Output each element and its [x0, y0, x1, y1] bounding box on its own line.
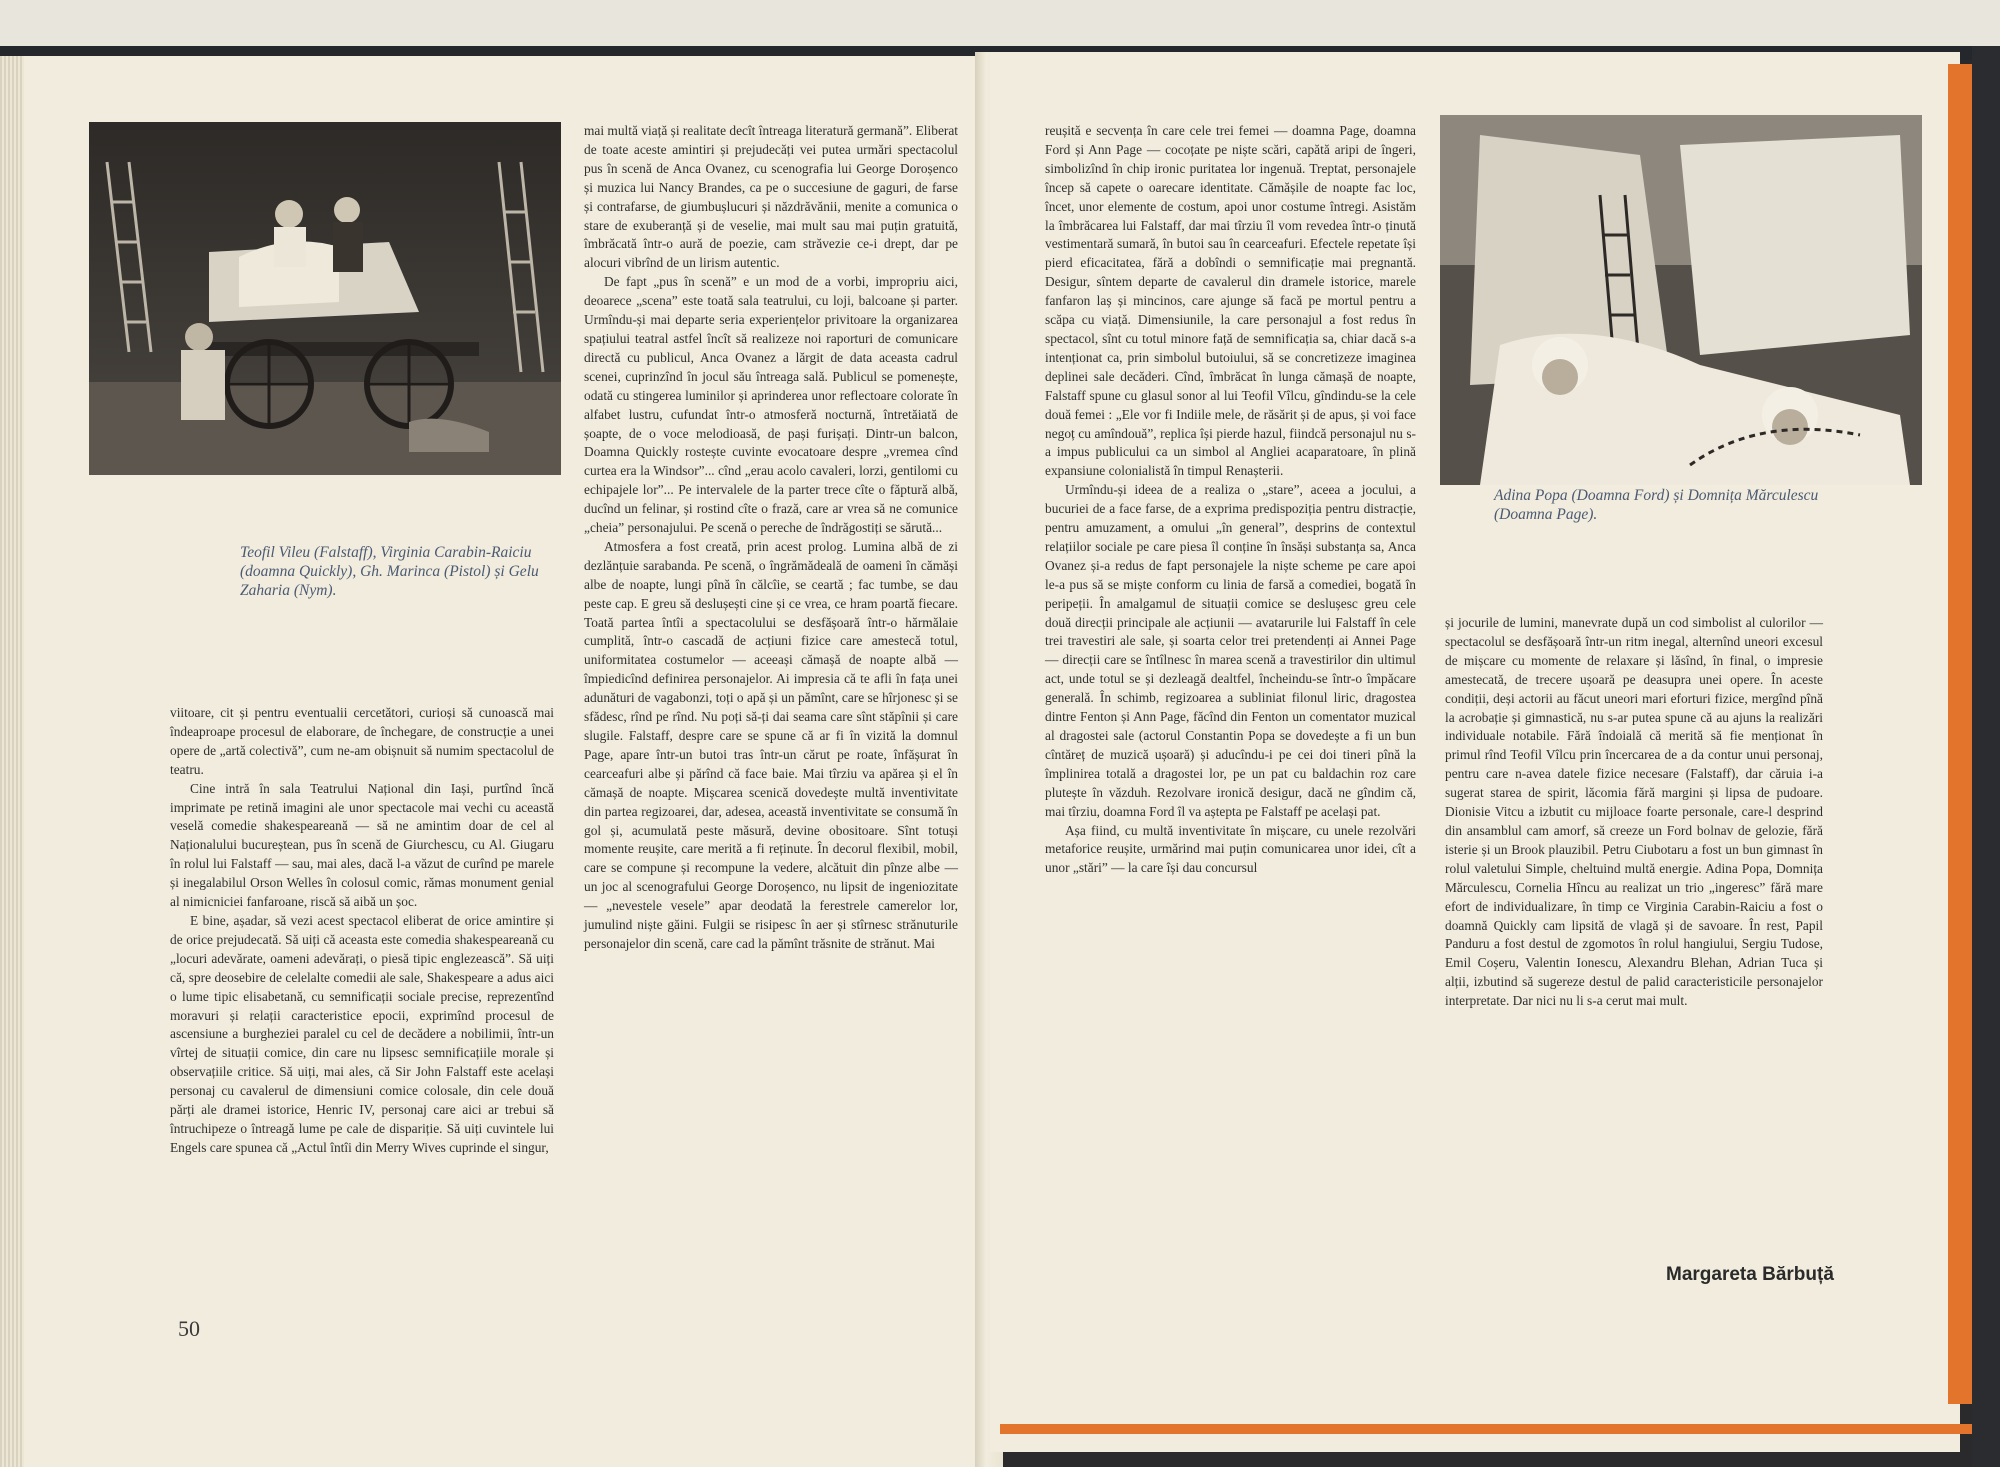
stage-photo-falstaff — [89, 122, 561, 475]
right-column-2: și jocurile de lumini, manevrate după un cod simbolist al culorilor — spectacolul se desfășoară într-un ritm inegal, alternînd uneori excesul de mișcare cu momente de relaxare și lăsînd, în final, o impresie amestecată, de trecere ușoară pe deasupra unei opere. În aceste condiții, deși actorii au făcut uneori mari eforturi fizice, mergînd pînă la acrobație și gimnastică, nu s-ar putea spune că au ajuns la realizări individuale notabile. Fără îndoială că merită să fie menționat în primul rînd Teofil Vîlcu prin încercarea de a da contur unui personaj, pentru care n-avea datele fizice necesare (Falstaff), dar căruia i-a sugerat starea de spirit, lăcomia fără margini și lipsa de pudoare. Dionisie Vitcu a izbutit cu mijloace foarte personale, care-l desprind din ansamblul cam amorf, să creeze un Ford bolnav de gelozie, fără isterie și un Brook plauzibil. Petru Ciubotaru a fost un bun gimnast în rolul valetului Simple, cheltuind multă energie. Adina Popa, Domnița Mărculescu, Cornelia Hîncu au realizat un trio „ingeresc” fără mare efort de individualizare, în timp ce Virginia Carabin-Raiciu a fost o doamnă Quickly cam lipsită de vlagă și de savoare. În rest, Papil Panduru a fost destul de zgomotos în rolul hangiului, Sergiu Tudose, Emil Coșeru, Valentin Ionescu, Alexandru Blehan, Adrian Tuca și alții, izbutind să sugereze destul de palid caracteristicile personajelor interpretate. Dar nici nu li s-a cerut mai mult. — [1445, 615, 1823, 1009]
page-edges-left — [0, 56, 24, 1467]
photo-caption-right: Adina Popa (Doamna Ford) și Domnița Mărculescu (Doamna Page). — [1494, 487, 1819, 523]
photo-caption-left: Teofil Vileu (Falstaff), Virginia Carabin-Raiciu (doamna Quickly), Gh. Marinca (Pistol) și Gelu Zaharia (Nym). — [240, 544, 539, 599]
right-page — [990, 52, 1960, 1452]
book-page-edge-orange — [1948, 64, 1972, 1404]
book-top-edge — [0, 0, 2000, 46]
left-page — [0, 56, 989, 1467]
right-column-1: reușită e secvența în care cele trei femei — doamna Page, doamna Ford și Ann Page — cocoțate pe niște scări, capătă aripi de îngeri, simbolizînd în chip ironic puritatea lor ingenuă. Treptat, personajele încep să capete o oarecare identitate. Cămășile de noapte fac loc, încet, unor elemente de costum, apoi unor costume întregi. Asistăm la îmbrăcarea lui Falstaff, dar mai tîrziu îl vom revedea într-o ținută vestimentară sumară, în butoi sau în cearceafuri. Efectele repetate își pierd eficacitatea, fără a dobîndi o semnificație mai pregnantă. Desigur, sîntem departe de cavalerul din dramele istorice, marele fanfaron laș și mincinos, care ajunge să facă pe mortul pentru a scăpa cu viață. Dimensiunile, la care personajul a fost redus în spectacol, sînt cu totul minore față de semnificația sa, chiar dacă s-a intenționat ca, prin simbolul butoiului, să se concretizeze imaginea deplinei sale decăderi. Cînd, îmbrăcat în lunga cămașă de noapte, Falstaff spune cu glasul sonor al lui Teofil Vîlcu, gîndindu-se la cele două femei : „Ele vor fi Indiile mele, de răsărit și de apus, și voi face negoț cu amîndouă”, replica își pierde hazul, fiindcă personajul nu s-a impus publicului ca un simbol al Angliei acaparatoare, în plină expansiune colonialistă în timpul Renașterii. Urmîndu-și ideea de a realiza o „stare”, aceea a jocului, a bucuriei de a face farse, de a exprima predispoziția pentru distracție, pentru amuzament, a omului „în general”, desprins de contextul relațiilor sociale pe care piesa îl conține în însăși substanța sa, Anca Ovanez și-a redus de fapt personajele la niște scheme pe care apoi le-a pus să se miște conform cu linia de farsă a comediei, bogată în peripeții. În amalgamul de situații comice se deslușesc greu cele două direcții principale ale acțiunii — avatarurile lui Falstaff în cele trei travestiri ale sale, și soarta celor trei pretendenți ai Annei Page — direcții care se întîlnesc în marea scenă a travestirilor din ultimul act, unde totul se și dezleagă dealtfel, încheindu-se într-o împăcare generală. În schimb, regizoarea a subliniat filonul liric, dragostea dintre Fenton și Ann Page, făcînd din Fenton un comentator muzical al dragostei sale (actorul Constantin Popa se dovedește a fi un bun cîntăreț de muzică ușoară) și aducîndu-i pe cei doi tineri pînă la împlinirea totală a dragostei lor, pe un pat cu baldachin roz care plutește în văzduh. Rezolvare ironică desigur, dacă ne gîndim că, mai tîrziu, doamna Ford îl va aștepta pe Falstaff pe același pat. Așa fiind, cu multă inventivitate în mișcare, cu unele rezolvări metaforice reușite, urmărind mai puțin comunicarea unor idei, cît a unor „stări” — la care își dau concursul — [1045, 123, 1416, 876]
book-cover-right — [1972, 46, 2000, 1467]
left-column-2: mai multă viață și realitate decît întreaga literatură germană”. Eliberat de toate aceste amintiri și prejudecăți vei putea urmări spectacolul pus în scenă de Anca Ovanez, cu scenografia lui George Doroșenco și muzica lui Nancy Brandes, ca pe o succesiune de gaguri, de farse și contrafarse, de giumbușlucuri și năzdrăvănii, menite a comunica o stare de exuberanță și de veselie, mai mult sau mai puțin gratuită, îmbrăcată într-o aură de poezie, cam străvezie ce-i drept, dar pe alocuri vibrînd de un lirism autentic. De fapt „pus în scenă” e un mod de a vorbi, impropriu aici, deoarece „scena” este toată sala teatrului, cu loji, balcoane și parter. Urmîndu-și mai departe seria experiențelor privitoare la organizarea spațiului teatral astfel încît să realizeze noi raporturi de comunicare directă cu publicul, Anca Ovanez a lărgit de data aceasta cadrul scenei, cuprinzînd în jocul său întreaga sală. Publicul se pomenește, odată cu stingerea luminilor și aprinderea unor reflectoare colorate în alfabet lustru, cufundat într-o atmosferă nocturnă, întretăiată de șoapte, de o voce melodioasă, de pași furișați. Dintr-un balcon, Doamna Quickly rostește cuvinte evocatoare despre „vremea cînd curtea era la Windsor”... cînd „erau acolo cavaleri, lorzi, gentilomi cu echipajele lor”... Pe intervalele de la parter trece cîte o făptură albă, ducînd un felinar, și rostind cîte o frază, care ar vrea să ne comunice „cheia” personajului. Pe scenă o pereche de îndrăgostiți se sărută... Atmosfera a fost creată, prin acest prolog. Lumina albă de zi dezlănțuie sarabanda. Pe scenă, o îngrămădeală de oameni în cămăși albe de noapte, lungi pînă în călcîie, se ceartă ; fac tumbe, se dau peste cap. E greu să deslușești cine și ce vrea, ce hram poartă fiecare. Toată partea întîi a spectacolului se desfășoară într-o hărmălaie cumplită, într-o cascadă de acțiuni fizice care amestecă totul, uniformitatea costumelor — aceeași cămașă de noapte albă — împiedicînd definirea personajelor. Ai impresia că te afli în fața unei adunături de vagabonzi, toți o apă și un pămînt, care se hîrjonesc și se sfădesc, rînd pe rînd. Nu poți să-ți dai seama care sînt stăpînii și care slugile. Falstaff, despre care se spune că ar fi în vizită la domnul Page, apare într-un butoi tras într-un cărut pe roate, înfășurat în cearceafuri albe și părînd că face baie. Mai tîrziu va apărea și el în cămașă de noapte. Mișcarea scenică dovedește multă inventivitate din partea regizoarei, dar, adesea, această inventivitate se consumă în gol și, acumulată peste măsură, devine obositoare. Sînt totuși momente reușite, care merită a fi reținute. În decorul flexibil, mobil, care se compune și recompune la vedere, alcătuit din pînze albe — un joc al scenografului George Doroșenco, nu lipsit de ingeniozitate — „nevestele vesele” apar deodată la ferestrele camerelor lor, jumulind niște găini. Fulgii se risipesc în aer și stîrnesc strănuturile personajelor din scenă, care cad la pămînt trăsnite de strănut. Mai — [584, 123, 959, 951]
author-signature: Margareta Bărbuță — [1666, 1264, 1834, 1285]
left-column-1: viitoare, cit și pentru eventualii cercetători, curioși să cunoască mai îndeaproape procesul de elaborare, de închegare, de construcție a unei opere de „artă colectivă”, cum ne-am obișnuit să numim spectacolul de teatru. Cine intră în sala Teatrului Național din Iași, purtînd încă imprimate pe retină imagini ale unor spectacole mai vechi cu această veselă comedie shakespeareană — să ne amintim doar de cel al Naționalului bucureștean, pus în scenă de Giurchescu, cu Al. Giugaru în rolul lui Falstaff — sau, mai ales, dacă l-a văzut de curînd pe marele și inegalabilul Orson Welles în colosul comic, rămas monument genial al nimicniciei fanfaroane, riscă să aibă un șoc. E bine, așadar, să vezi acest spectacol eliberat de orice amintire și de orice prejudecată. Să uiți că aceasta este comedia shakespeareană cu „locuri adevărate, oameni adevărați, o piesă tipic englezească”. Să uiți că, spre deosebire de celelalte comedii ale sale, Shakespeare a adus aici o lume tipic elisabetană, cu semnificații sociale precise, reprezentînd moravuri și relații caracteristice epocii, exprimînd procesul de ascensiune a burgheziei paralel cu cel de decădere a nobilimii, într-un vîrtej de situații comice, din care nu lipsesc semnificațiile morale și observațiile critice. Să uiți, mai ales, că Sir John Falstaff este același personaj cu cavalerul de dimensiuni comice colosale, din cele două părți ale dramei istorice, Henric IV, personaj care aici ar trebui să întruchipeze o întreagă lume pe cale de dispariție. Să uiți cuvintele lui Engels care spunea că „Actul întîi din Merry Wives cuprinde el singur, — [170, 705, 554, 1155]
page-number: 50 — [178, 1316, 200, 1341]
book-page-edge-orange-bottom — [1000, 1424, 1972, 1434]
stage-photo-doamne — [1440, 115, 1922, 485]
